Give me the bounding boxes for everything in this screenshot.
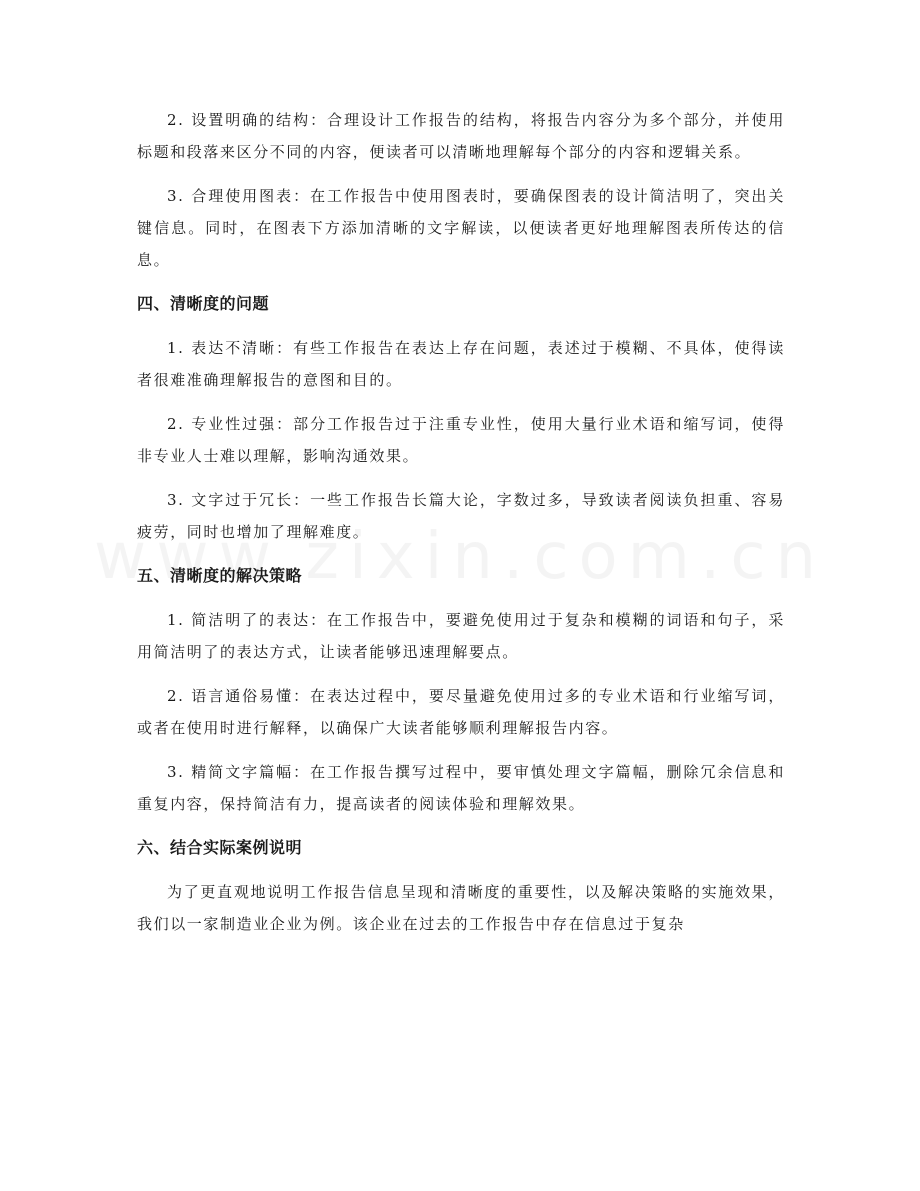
paragraph: 2. 语言通俗易懂：在表达过程中，要尽量避免使用过多的专业术语和行业缩写词，或者在使用时进行解释，以确保广大读者能够顺利理解报告内容。 bbox=[137, 687, 785, 737]
paragraph: 3. 文字过于冗长：一些工作报告长篇大论，字数过多，导致读者阅读负担重、容易疲劳，同时也增加了理解难度。 bbox=[137, 491, 785, 541]
section-heading: 五、清晰度的解决策略 bbox=[137, 566, 303, 585]
section-heading: 六、结合实际案例说明 bbox=[137, 838, 303, 857]
paragraph: 3. 精简文字篇幅：在工作报告撰写过程中，要审慎处理文字篇幅，删除冗余信息和重复内容，保持简洁有力，提高读者的阅读体验和理解效果。 bbox=[137, 763, 785, 813]
paragraph: 1. 表达不清晰：有些工作报告在表达上存在问题，表述过于模糊、不具体，使得读者很难准确理解报告的意图和目的。 bbox=[137, 339, 785, 389]
paragraph: 为了更直观地说明工作报告信息呈现和清晰度的重要性，以及解决策略的实施效果，我们以一家制造业企业为例。该企业在过去的工作报告中存在信息过于复杂 bbox=[137, 883, 785, 933]
section-heading: 四、清晰度的问题 bbox=[137, 294, 270, 313]
paragraph: 3. 合理使用图表：在工作报告中使用图表时，要确保图表的设计简洁明了，突出关键信息。同时，在图表下方添加清晰的文字解读，以便读者更好地理解图表所传达的信息。 bbox=[137, 187, 785, 269]
paragraph: 2. 设置明确的结构：合理设计工作报告的结构，将报告内容分为多个部分，并使用标题和段落来区分不同的内容，便读者可以清晰地理解每个部分的内容和逻辑关系。 bbox=[137, 111, 785, 161]
paragraph: 1. 简洁明了的表达：在工作报告中，要避免使用过于复杂和模糊的词语和句子，采用简洁明了的表达方式，让读者能够迅速理解要点。 bbox=[137, 611, 785, 661]
paragraph: 2. 专业性过强：部分工作报告过于注重专业性，使用大量行业术语和缩写词，使得非专业人士难以理解，影响沟通效果。 bbox=[137, 415, 785, 465]
document-body bbox=[137, 104, 785, 940]
